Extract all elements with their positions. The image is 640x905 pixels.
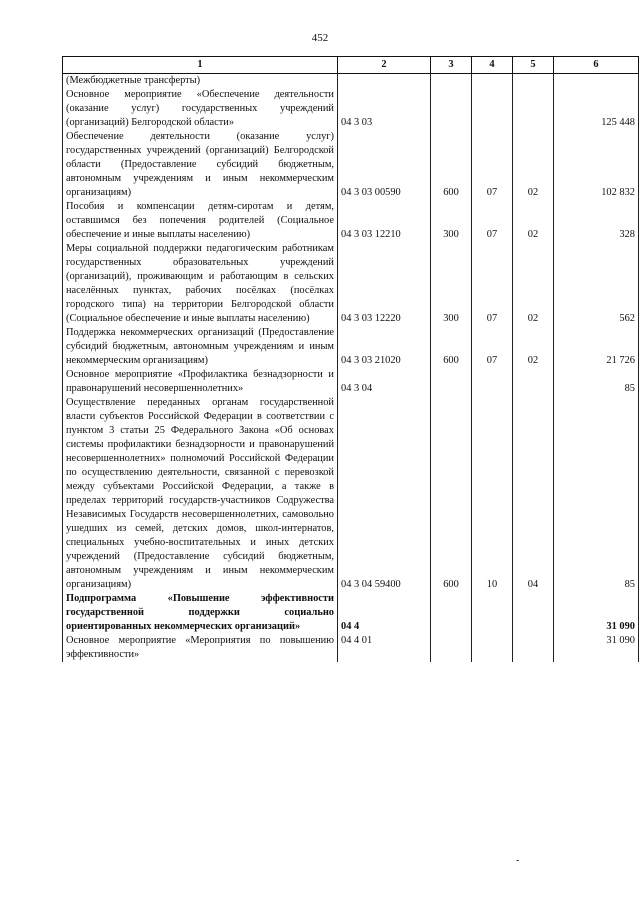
row-col5-cell: 02 [513, 242, 554, 326]
row-name-cell: (Межбюджетные трансферты) [63, 74, 338, 89]
row-col5-cell [513, 88, 554, 130]
row-col3-cell [431, 368, 472, 396]
table-row [63, 88, 639, 130]
row-col4-cell: 10 [472, 396, 513, 592]
row-col4-cell [472, 634, 513, 662]
row-sum-cell: 102 832 [554, 130, 639, 200]
row-code-cell: 04 3 03 00590 [338, 130, 431, 200]
row-code-cell [338, 74, 431, 89]
row-name-cell: Основное мероприятие «Обеспечение деятельности (оказание услуг) государственных учреждений (организаций) Белгородской области» [63, 88, 338, 130]
row-sum-cell [554, 74, 639, 89]
row-col3-cell: 600 [431, 326, 472, 368]
table-row [63, 592, 639, 634]
row-code-cell: 04 3 03 21020 [338, 326, 431, 368]
table-row [63, 74, 639, 89]
row-col4-cell [472, 368, 513, 396]
row-col3-cell [431, 634, 472, 662]
row-col5-cell [513, 74, 554, 89]
row-sum-cell: 125 448 [554, 88, 639, 130]
row-col5-cell [513, 368, 554, 396]
header-col-3: 3 [431, 57, 472, 74]
table-row [63, 368, 639, 396]
row-col4-cell: 07 [472, 130, 513, 200]
row-code-cell: 04 4 01 [338, 634, 431, 662]
header-col-1: 1 [63, 57, 338, 74]
row-code-cell: 04 3 03 [338, 88, 431, 130]
row-code-cell: 04 3 04 [338, 368, 431, 396]
row-name-cell: Основное мероприятие «Профилактика безнадзорности и правонарушений несовершеннолетних» [63, 368, 338, 396]
header-row [63, 57, 639, 74]
row-col3-cell [431, 74, 472, 89]
row-col3-cell: 300 [431, 200, 472, 242]
row-col4-cell: 07 [472, 200, 513, 242]
row-col5-cell: 02 [513, 130, 554, 200]
row-col4-cell [472, 592, 513, 634]
row-col5-cell [513, 592, 554, 634]
row-col4-cell [472, 74, 513, 89]
table-row [63, 130, 639, 200]
row-sum-cell: 31 090 [554, 634, 639, 662]
row-col5-cell: 04 [513, 396, 554, 592]
row-col4-cell: 07 [472, 242, 513, 326]
page-number: 452 [311, 32, 329, 44]
row-col3-cell [431, 592, 472, 634]
table-body [63, 74, 639, 663]
row-col5-cell: 02 [513, 200, 554, 242]
row-name-cell: Основное мероприятие «Мероприятия по повышению эффективности» [63, 634, 338, 662]
row-code-cell: 04 3 03 12210 [338, 200, 431, 242]
row-name-cell: Подпрограмма «Повышение эффективности государственной поддержки социально ориентированных некоммерческих организаций» [63, 592, 338, 634]
row-name-cell: Меры социальной поддержки педагогическим работникам государственных образовательных учреждений (организаций), проживающим и работающим в сельских населённых пунктах, рабочих посёлках (посёлках городского типа) на территории Белгородской области (Социальное обеспечение и иные выплаты населению) [63, 242, 338, 326]
header-col-6: 6 [554, 57, 639, 74]
header-col-4: 4 [472, 57, 513, 74]
row-col3-cell: 600 [431, 130, 472, 200]
table-row [63, 200, 639, 242]
footer-mark: - [516, 855, 520, 866]
header-col-5: 5 [513, 57, 554, 74]
header-col-2: 2 [338, 57, 431, 74]
budget-table [62, 56, 639, 662]
table-row [63, 396, 639, 592]
row-col3-cell: 300 [431, 242, 472, 326]
row-sum-cell: 85 [554, 368, 639, 396]
row-col3-cell: 600 [431, 396, 472, 592]
row-name-cell: Пособия и компенсации детям-сиротам и детям, оставшимся без попечения родителей (Социальное обеспечение и иные выплаты населению) [63, 200, 338, 242]
row-col4-cell: 07 [472, 326, 513, 368]
row-code-cell: 04 3 04 59400 [338, 396, 431, 592]
table-row [63, 242, 639, 326]
row-col4-cell [472, 88, 513, 130]
table-row [63, 634, 639, 662]
row-sum-cell: 31 090 [554, 592, 639, 634]
row-code-cell: 04 3 03 12220 [338, 242, 431, 326]
row-name-cell: Осуществление переданных органам государственной власти субъектов Российской Федерации в соответствии с пунктом 3 статьи 25 Федерального Закона «Об основах системы профилактики безнадзорности и правонарушений несовершеннолетних» полномочий Российской Федерации по осуществлению деятельности, связанной с перевозкой между субъектами Российской Федерации, а также в пределах территорий государств-участников Содружества Независимых Государств несовершеннолетних, самовольно ушедших из семей, детских домов, школ-интернатов, специальных учебно-воспитательных и иных детских учреждений (Предоставление субсидий бюджетным, автономным учреждениям и иным некоммерческим организациям) [63, 396, 338, 592]
row-sum-cell: 85 [554, 396, 639, 592]
table-row [63, 326, 639, 368]
row-sum-cell: 562 [554, 242, 639, 326]
row-col5-cell: 02 [513, 326, 554, 368]
row-code-cell: 04 4 [338, 592, 431, 634]
row-col5-cell [513, 634, 554, 662]
row-name-cell: Обеспечение деятельности (оказание услуг) государственных учреждений (организаций) Белгородской области (Предоставление субсидий бюджетным, автономным учреждениям и иным некоммерческим организациям) [63, 130, 338, 200]
row-col3-cell [431, 88, 472, 130]
row-sum-cell: 328 [554, 200, 639, 242]
row-sum-cell: 21 726 [554, 326, 639, 368]
row-name-cell: Поддержка некоммерческих организаций (Предоставление субсидий бюджетным, автономным учреждениям и иным некоммерческим организациям) [63, 326, 338, 368]
